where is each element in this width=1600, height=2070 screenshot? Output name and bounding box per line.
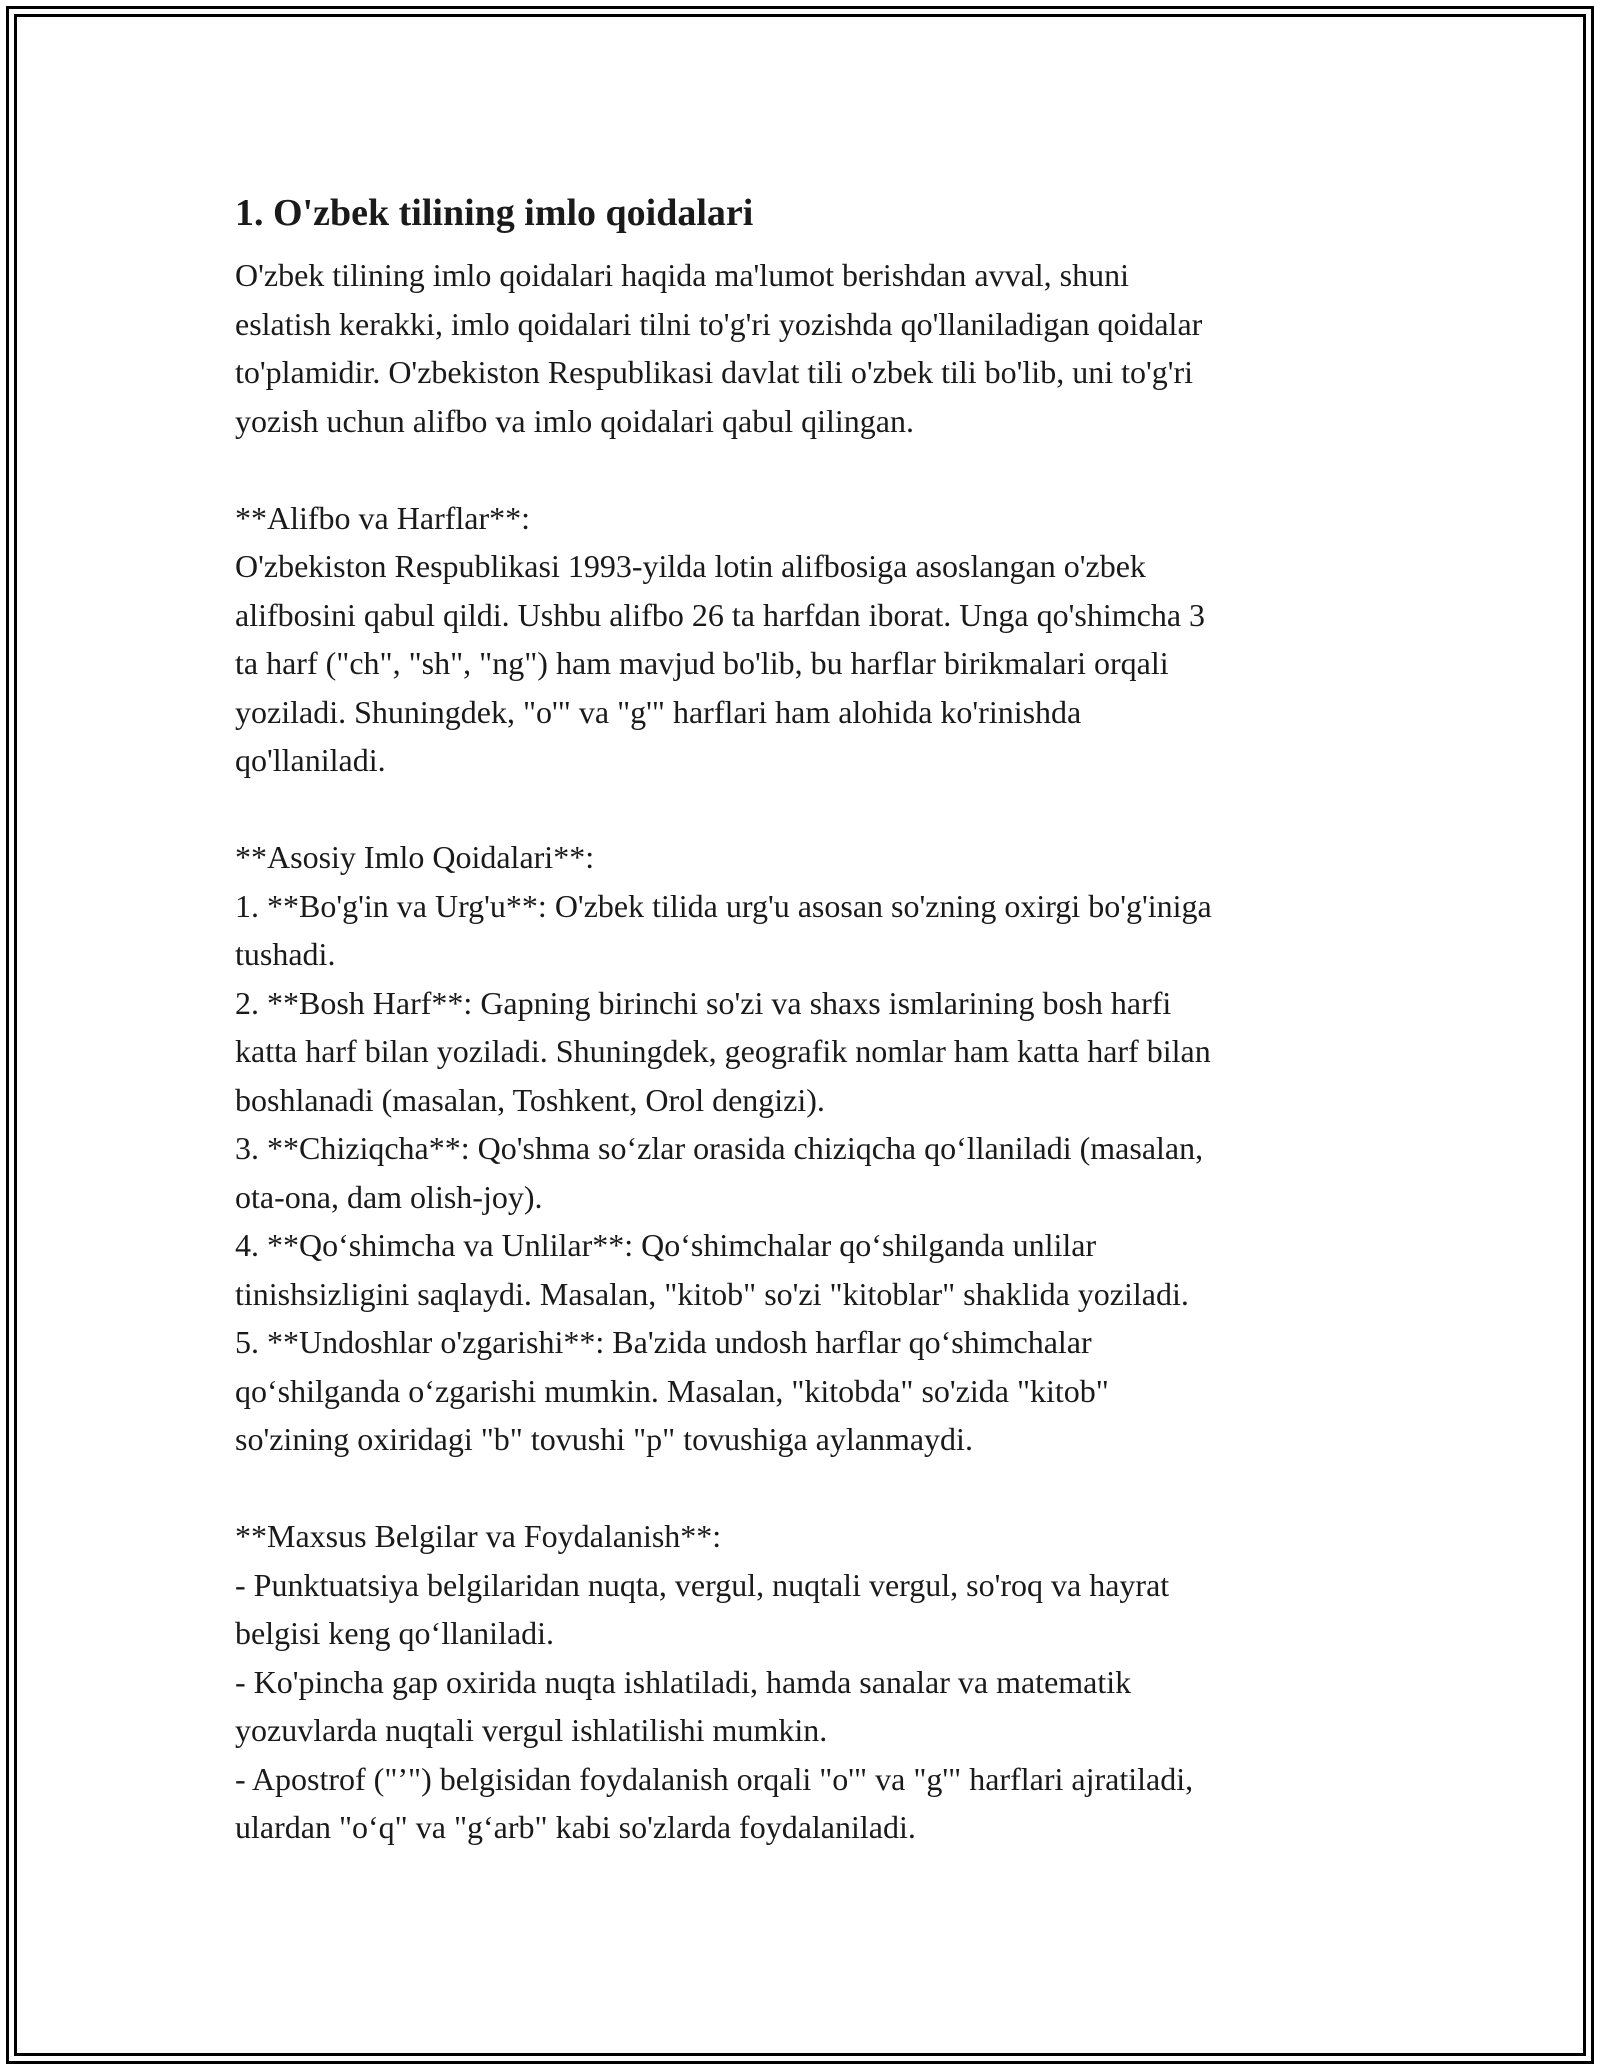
text-line: to'plamidir. O'zbekiston Respublikasi davlat tili o'zbek tili bo'lib, uni to'g'ri [235,354,1194,390]
intro-paragraph [235,251,1385,445]
text-line: yozish uchun alifbo va imlo qoidalari qabul qilingan. [235,402,914,439]
list-item-line: 4. **Qo‘shimcha va Unlilar**: Qo‘shimchalar qo‘shilganda unlilar [235,1227,1097,1263]
text-line: O'zbekiston Respublikasi 1993-yilda lotin alifbosiga asoslangan o'zbek [235,548,1146,584]
alifbo-section [235,494,1385,785]
list-item-line: so'zining oxiridagi "b" tovushi "p" tovushiga aylanmaydi. [235,1421,973,1457]
list-item-line: 2. **Bosh Harf**: Gapning birinchi so'zi va shaxs ismlarining bosh harfi [235,984,1172,1021]
paragraph-gap [235,785,1385,834]
text-line: yoziladi. Shuningdek, "o'" va "g'" harflari ham alohida ko'rinishda [235,693,1082,730]
section-heading: 1. O'zbek tilining imlo qoidalari [235,192,754,234]
section-label: **Maxsus Belgilar va Foydalanish**: [235,1518,722,1554]
list-item-line: qo‘shilganda o‘zgarishi mumkin. Masalan, "kitobda" so'zida "kitob" [235,1372,1109,1409]
section-label: **Alifbo va Harflar**: [235,499,531,536]
document-body [235,185,1385,1852]
list-item-line: ulardan "o‘q" va "g‘arb" kabi so'zlarda foydalaniladi. [235,1809,916,1845]
list-item-line: belgisi keng qo‘llaniladi. [235,1615,555,1651]
asosiy-section [235,833,1385,1464]
text-line: eslatish kerakki, imlo qoidalari tilni to'g'ri yozishda qo'llaniladigan qoidalar [235,305,1203,342]
list-item-line: katta harf bilan yoziladi. Shuningdek, geografik nomlar ham katta harf bilan [235,1033,1211,1069]
list-item-line: yozuvlarda nuqtali vergul ishlatilishi mumkin. [235,1712,828,1748]
list-item-line: boshlanadi (masalan, Toshkent, Orol dengizi). [235,1081,825,1118]
list-item-line: tinishsizligini saqlaydi. Masalan, "kitob" so'zi "kitoblar" shaklida yoziladi. [235,1275,1189,1312]
section-label: **Asosiy Imlo Qoidalari**: [235,839,595,875]
list-item-line: tushadi. [235,936,336,972]
list-item-line: - Punktuatsiya belgilaridan nuqta, vergul, nuqtali vergul, so'roq va hayrat [235,1566,1170,1603]
paragraph-gap [235,1464,1385,1513]
list-item-line: 5. **Undoshlar o'zgarishi**: Ba'zida undosh harflar qo‘shimchalar [235,1324,1092,1360]
list-item-line: - Apostrof ("’") belgisidan foydalanish orqali "o'" va "g'" harflari ajratiladi, [235,1760,1194,1797]
text-line: alifbosini qabul qildi. Ushbu alifbo 26 ta harfdan iborat. Unga qo'shimcha 3 [235,596,1206,633]
maxsus-section [235,1512,1385,1852]
text-line: qo'llaniladi. [235,742,386,778]
list-item-line: - Ko'pincha gap oxirida nuqta ishlatiladi, hamda sanalar va matematik [235,1663,1132,1700]
list-item-line: 1. **Bo'g'in va Urg'u**: O'zbek tilida urg'u asosan so'zning oxirgi bo'g'iniga [235,887,1212,924]
list-item-line: ota-ona, dam olish-joy). [235,1178,543,1215]
paragraph-gap [235,445,1385,494]
text-line: O'zbek tilining imlo qoidalari haqida ma'lumot berishdan avval, shuni [235,257,1130,293]
text-line: ta harf ("ch", "sh", "ng") ham mavjud bo'lib, bu harflar birikmalari orqali [235,645,1169,681]
list-item-line: 3. **Chiziqcha**: Qo'shma so‘zlar orasida chiziqcha qo‘llaniladi (masalan, [235,1130,1204,1166]
